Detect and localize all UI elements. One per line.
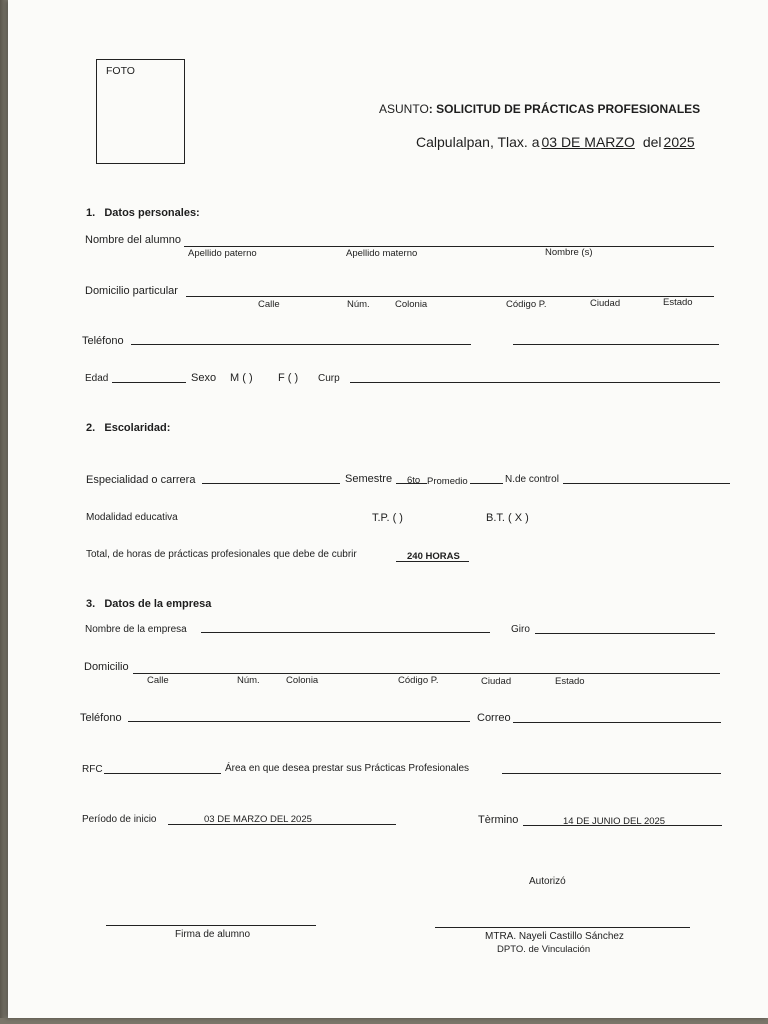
promedio-line[interactable] — [470, 483, 503, 484]
date-value: 03 DE MARZO — [541, 134, 635, 150]
firma-alumno-line[interactable] — [106, 925, 316, 926]
edad-line[interactable] — [112, 382, 186, 383]
sub-apellido-paterno: Apellido paterno — [188, 248, 257, 259]
place-date-line — [416, 134, 701, 150]
nombre-label: Nombre del alumno — [85, 234, 181, 246]
empresa-domicilio-line[interactable] — [133, 673, 720, 674]
bt-option[interactable]: B.T. ( X ) — [486, 512, 529, 524]
authorizer-dept: DPTO. de Vinculación — [497, 944, 591, 955]
section3-heading — [86, 598, 211, 610]
telefono-extra-line[interactable] — [513, 344, 719, 345]
sub-num: Núm. — [347, 299, 370, 310]
empresa-label: Nombre de la empresa — [85, 624, 187, 635]
empresa-sub-colonia: Colonia — [286, 675, 319, 686]
firma-alumno-label: Firma de alumno — [175, 929, 251, 940]
empresa-line[interactable] — [201, 632, 490, 633]
empresa-sub-estado: Estado — [555, 676, 585, 687]
sub-estado: Estado — [663, 297, 693, 308]
modalidad-label: Modalidad educativa — [86, 512, 178, 523]
empresa-sub-num: Núm. — [237, 675, 260, 686]
telefono-line[interactable] — [131, 344, 471, 345]
del-label: del — [642, 134, 662, 150]
telefono-label: Teléfono — [82, 335, 124, 347]
empresa-sub-calle: Calle — [147, 675, 169, 686]
place-prefix: Calpulalpan, Tlax. a — [416, 134, 540, 150]
photo-label: FOTO — [106, 65, 135, 77]
sub-codigo-postal: Código P. — [506, 299, 547, 310]
correo-line[interactable] — [513, 722, 721, 723]
inicio-value: 03 DE MARZO DEL 2025 — [204, 814, 312, 825]
section1-title: Datos personales: — [104, 207, 200, 219]
sexo-label: Sexo — [191, 372, 217, 384]
year-value: 2025 — [663, 134, 695, 150]
sexo-f-option[interactable]: F ( ) — [278, 372, 299, 384]
giro-label: Giro — [511, 624, 530, 635]
asunto-title: SOLICITUD DE PRÁCTICAS PROFESIONALES — [436, 102, 701, 116]
scan-background-bottom — [0, 1018, 768, 1024]
nombre-line[interactable] — [184, 246, 714, 247]
empresa-sub-ciudad: Ciudad — [481, 676, 512, 687]
area-label: Área en que desea prestar sus Prácticas Profesionales — [225, 763, 470, 774]
curp-label: Curp — [318, 373, 340, 384]
sub-apellido-materno: Apellido materno — [346, 248, 418, 259]
domicilio-particular-line[interactable] — [186, 296, 714, 297]
control-line[interactable] — [563, 483, 730, 484]
sub-calle: Calle — [258, 299, 280, 310]
termino-label: Tèrmino — [478, 814, 519, 826]
photo-box — [96, 59, 185, 164]
tp-option[interactable]: T.P. ( ) — [372, 512, 403, 524]
correo-label: Correo — [477, 712, 511, 724]
section2-title: Escolaridad: — [104, 422, 171, 434]
termino-value: 14 DE JUNIO DEL 2025 — [563, 816, 666, 827]
section1-number: 1. — [86, 207, 96, 219]
rfc-line[interactable] — [104, 773, 221, 774]
semestre-value: 6to — [407, 475, 421, 486]
empresa-telefono-label: Teléfono — [80, 712, 122, 724]
asunto-colon: : — [428, 102, 433, 116]
form-sheet — [8, 0, 768, 1018]
section1-heading — [86, 207, 200, 219]
section2-heading — [86, 422, 170, 434]
sub-nombre: Nombre (s) — [545, 247, 593, 258]
sub-ciudad: Ciudad — [590, 298, 621, 309]
firma-autoriza-line[interactable] — [435, 927, 690, 928]
giro-line[interactable] — [535, 633, 715, 634]
sexo-m-option[interactable]: M ( ) — [230, 372, 253, 384]
section2-number: 2. — [86, 422, 96, 434]
empresa-telefono-line[interactable] — [128, 721, 470, 722]
edad-label: Edad — [85, 373, 109, 384]
sub-colonia: Colonia — [395, 299, 428, 310]
area-line[interactable] — [502, 773, 721, 774]
authorizer-name: MTRA. Nayeli Castillo Sánchez — [485, 931, 624, 942]
rfc-label: RFC — [82, 764, 103, 775]
asunto-line — [379, 102, 700, 116]
domicilio-particular-label: Domicilio particular — [85, 285, 178, 297]
especialidad-label: Especialidad o carrera — [86, 474, 196, 486]
asunto-prefix: ASUNTO — [379, 102, 429, 116]
autorizo-label: Autorizó — [529, 876, 566, 887]
horas-label: Total, de horas de prácticas profesionales que debe de cubrir — [86, 549, 357, 560]
control-label: N.de control — [505, 474, 559, 485]
especialidad-line[interactable] — [202, 483, 340, 484]
promedio-label: Promedio — [427, 476, 468, 487]
empresa-sub-codigo-postal: Código P. — [398, 675, 439, 686]
curp-line[interactable] — [350, 382, 720, 383]
empresa-domicilio-label: Domicilio — [84, 661, 129, 673]
inicio-label: Período de inicio — [82, 814, 157, 825]
section3-title: Datos de la empresa — [104, 598, 212, 610]
semestre-label: Semestre — [345, 473, 393, 485]
horas-value: 240 HORAS — [407, 551, 460, 562]
section3-number: 3. — [86, 598, 96, 610]
